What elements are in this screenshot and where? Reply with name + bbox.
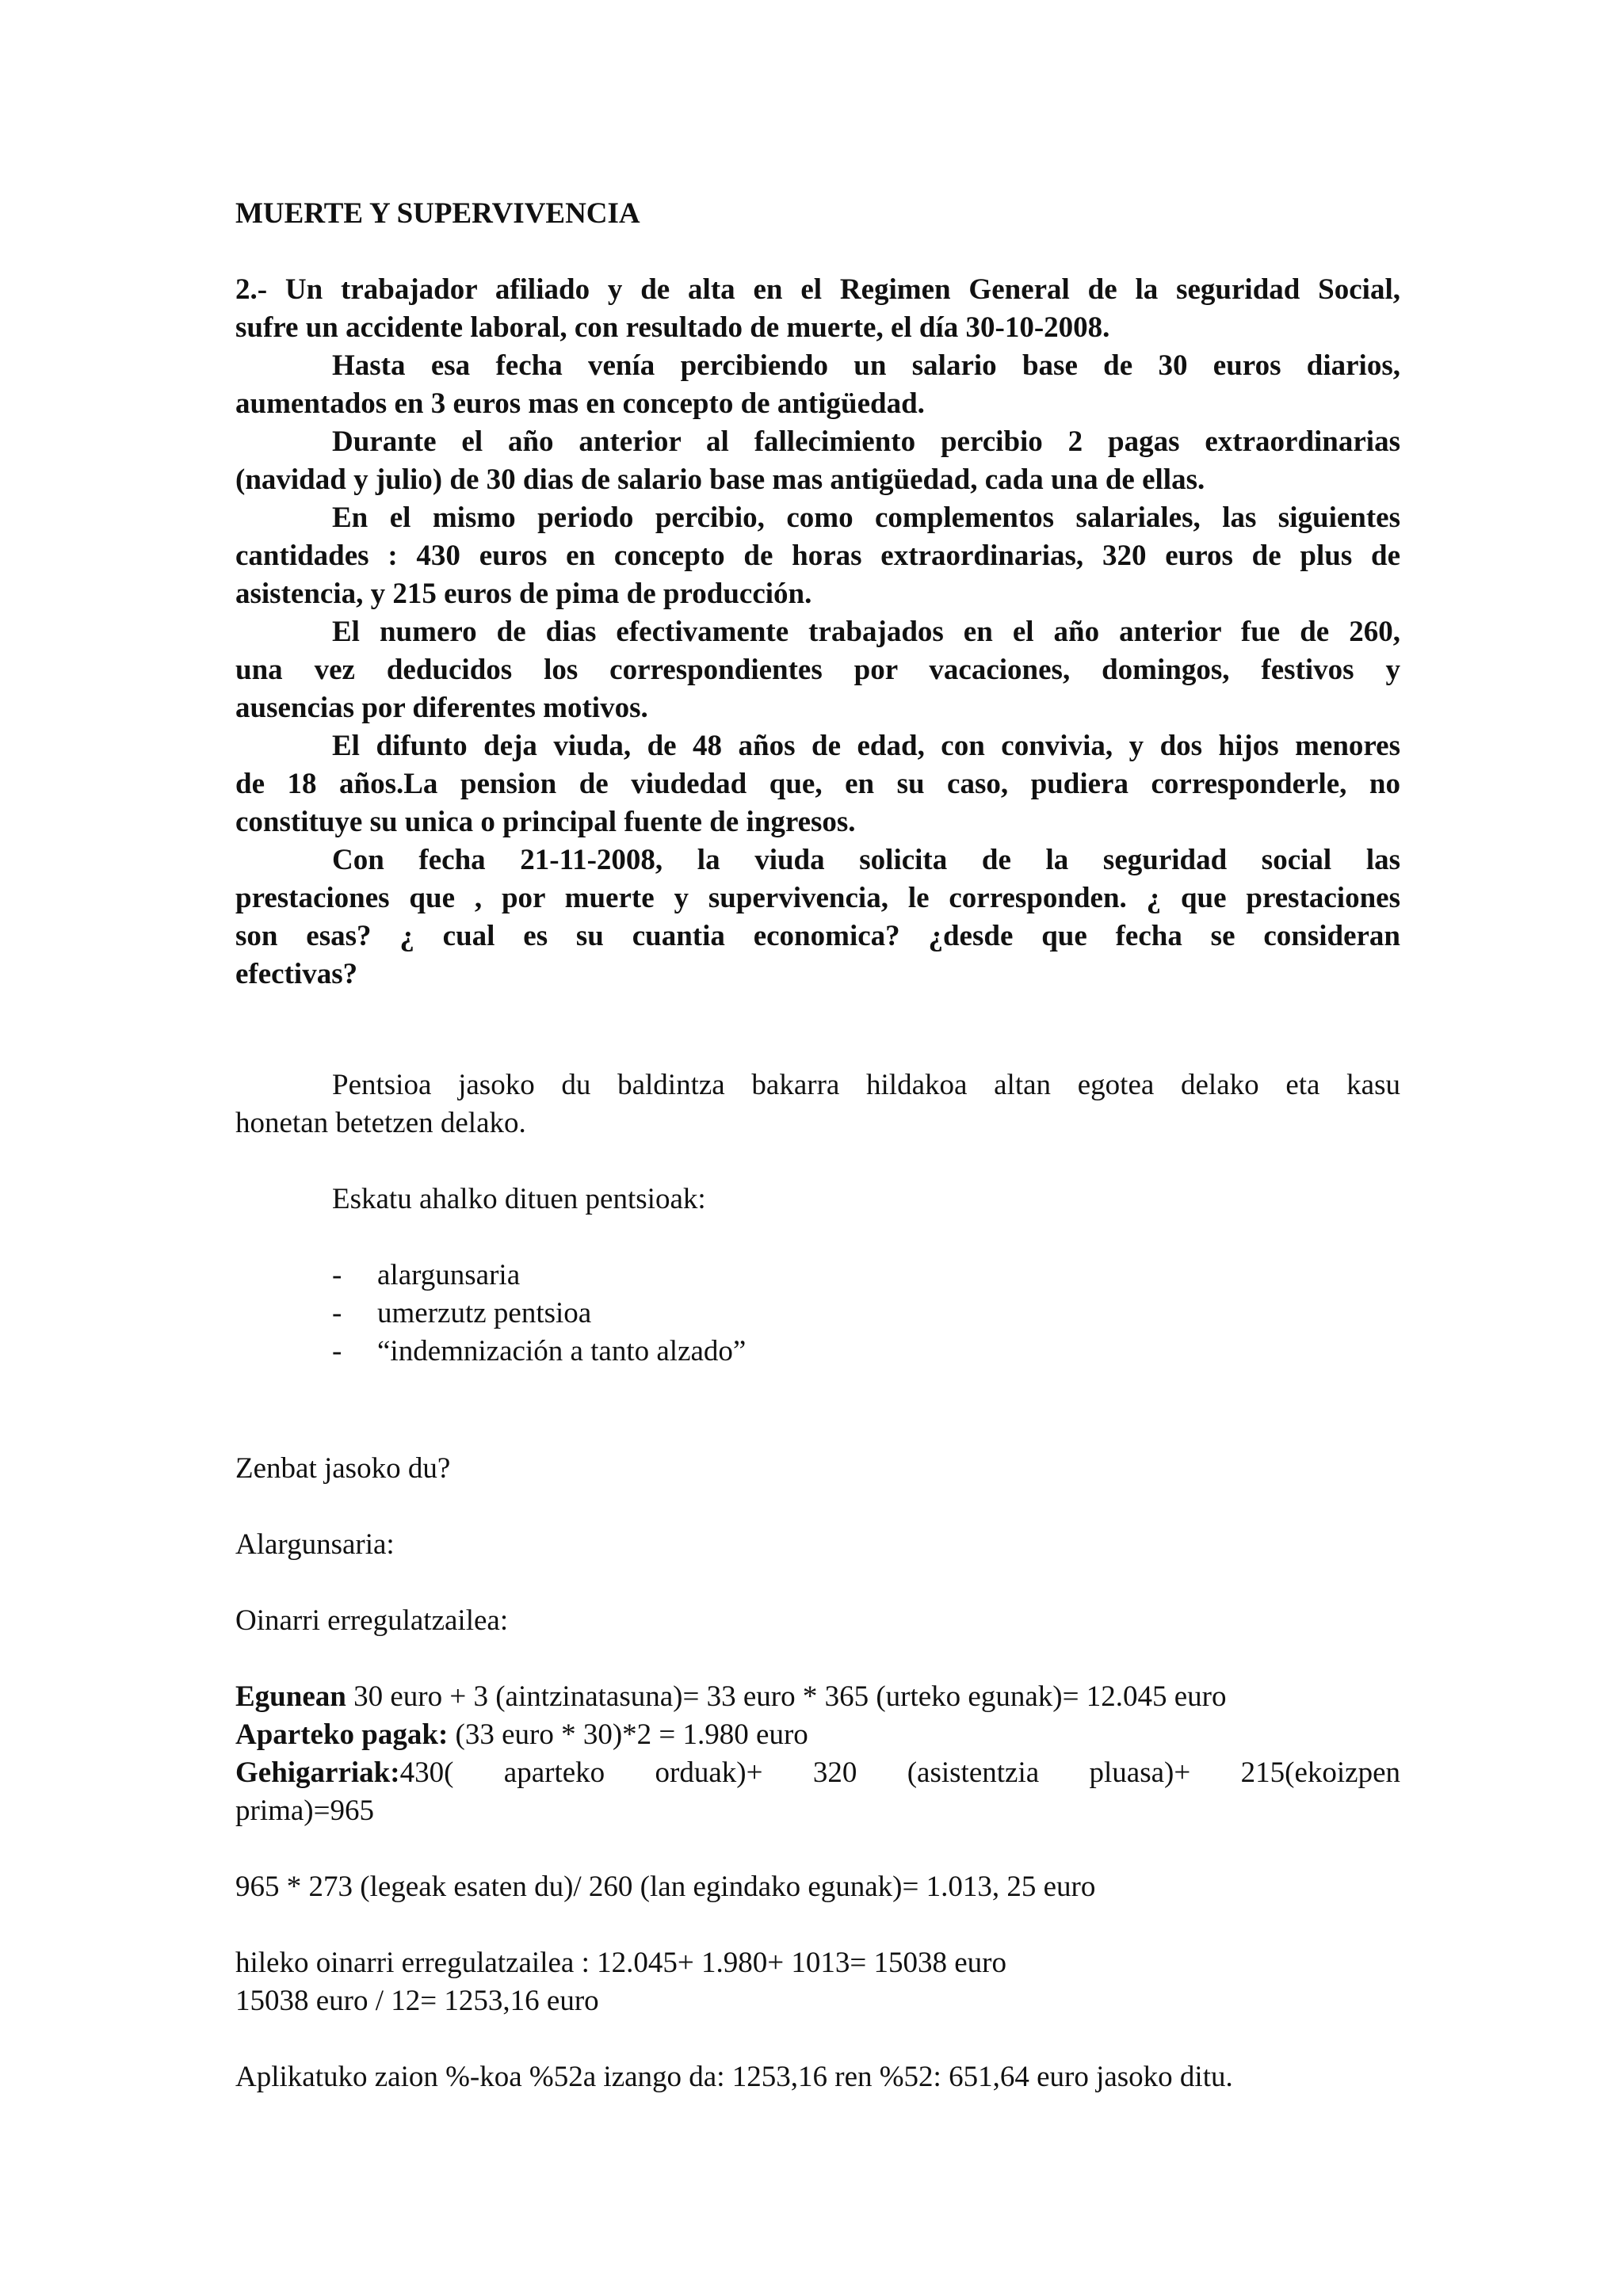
problem-line: El numero de dias efectivamente trabajados en el año anterior fue de 260, xyxy=(332,616,1400,648)
daily-calc-line xyxy=(235,1678,1400,1716)
daily-label: Egunean xyxy=(235,1680,346,1713)
extra-pay-line xyxy=(235,1716,1400,1754)
problem-line: Con fecha 21-11-2008, la viuda solicita de la seguridad social las xyxy=(332,844,1400,876)
problem-line: ausencias por diferentes motivos. xyxy=(235,692,648,724)
problem-line: El difunto deja viuda, de 48 años de edad, con convivia, y dos hijos menores xyxy=(332,730,1400,762)
problem-line: Hasta esa fecha venía percibiendo un salario base de 30 euros diarios, xyxy=(332,349,1400,382)
list-item xyxy=(332,1333,746,1371)
monthly-base-line: hileko oinarri erregulatzailea : 12.045+ 1.980+ 1013= 15038 euro xyxy=(235,1947,1006,1979)
pension-list-title: Eskatu ahalko dituen pentsioak: xyxy=(332,1183,706,1215)
final-amount-line: Aplikatuko zaion %-koa %52a izango da: 1253,16 ren %52: 651,64 euro jasoko ditu. xyxy=(235,2061,1233,2093)
extra-pay-label: Aparteko pagak: xyxy=(235,1718,449,1751)
supplements-label: Gehigarriak: xyxy=(235,1756,400,1789)
list-item xyxy=(332,1295,591,1333)
list-dash: - xyxy=(332,1335,342,1367)
page-title: MUERTE Y SUPERVIVENCIA xyxy=(235,197,640,230)
list-item-text: umerzutz pentsioa xyxy=(377,1297,592,1329)
problem-line: En el mismo periodo percibio, como complementos salariales, las siguientes xyxy=(332,502,1400,534)
monthly-division-line: 15038 euro / 12= 1253,16 euro xyxy=(235,1985,599,2017)
widow-pension-label: Alargunsaria: xyxy=(235,1528,395,1561)
answer-intro xyxy=(235,1066,1400,1142)
answer-intro-line: honetan betetzen delako. xyxy=(235,1107,526,1139)
daily-text: 30 euro + 3 (aintzinatasuna)= 33 euro * 365 (urteko egunak)= 12.045 euro xyxy=(346,1680,1227,1713)
problem-line: una vez deducidos los correspondientes por vacaciones, domingos, festivos y xyxy=(235,654,1400,686)
problem-line: cantidades : 430 euros en concepto de horas extraordinarias, 320 euros de plus de xyxy=(235,540,1400,572)
amount-question: Zenbat jasoko du? xyxy=(235,1452,451,1485)
problem-line: prestaciones que , por muerte y supervivencia, le corresponden. ¿ que prestaciones xyxy=(235,882,1400,914)
list-dash: - xyxy=(332,1259,342,1291)
regulatory-base-label: Oinarri erregulatzailea: xyxy=(235,1604,509,1637)
monthly-base-block xyxy=(235,1944,1400,2020)
problem-line: sufre un accidente laboral, con resultado de muerte, el día 30-10-2008. xyxy=(235,311,1110,344)
supplements-text: 430( aparteko orduak)+ 320 (asistentzia pluasa)+ 215(ekoizpen xyxy=(399,1756,1400,1789)
list-item-text: “indemnización a tanto alzado” xyxy=(377,1335,747,1367)
supplements-line xyxy=(235,1754,1400,1792)
supplements-line-2: prima)=965 xyxy=(235,1794,374,1827)
problem-line: efectivas? xyxy=(235,958,358,990)
problem-line: constituye su unica o principal fuente de ingresos. xyxy=(235,806,856,838)
supplement-calc-line: 965 * 273 (legeak esaten du)/ 260 (lan egindako egunak)= 1.013, 25 euro xyxy=(235,1871,1096,1903)
problem-line: (navidad y julio) de 30 dias de salario base mas antigüedad, cada una de ellas. xyxy=(235,463,1205,496)
extra-pay-text: (33 euro * 30)*2 = 1.980 euro xyxy=(448,1718,808,1751)
list-item-text: alargunsaria xyxy=(377,1259,521,1291)
list-dash: - xyxy=(332,1297,342,1329)
problem-line: Durante el año anterior al fallecimiento percibio 2 pagas extraordinarias xyxy=(332,425,1400,458)
calculation-block xyxy=(235,1678,1400,1830)
problem-line: aumentados en 3 euros mas en concepto de antigüedad. xyxy=(235,387,925,420)
list-item xyxy=(332,1257,520,1295)
answer-intro-line: Pentsioa jasoko du baldintza bakarra hildakoa altan egotea delako eta kasu xyxy=(332,1069,1400,1101)
problem-line: son esas? ¿ cual es su cuantia economica? ¿desde que fecha se consideran xyxy=(235,920,1400,952)
problem-line: asistencia, y 215 euros de pima de producción. xyxy=(235,578,812,610)
problem-line: 2.- Un trabajador afiliado y de alta en el Regimen General de la seguridad Social, xyxy=(235,273,1400,306)
problem-line: de 18 años.La pension de viudedad que, en su caso, pudiera corresponderle, no xyxy=(235,768,1400,800)
problem-statement xyxy=(235,271,1400,994)
